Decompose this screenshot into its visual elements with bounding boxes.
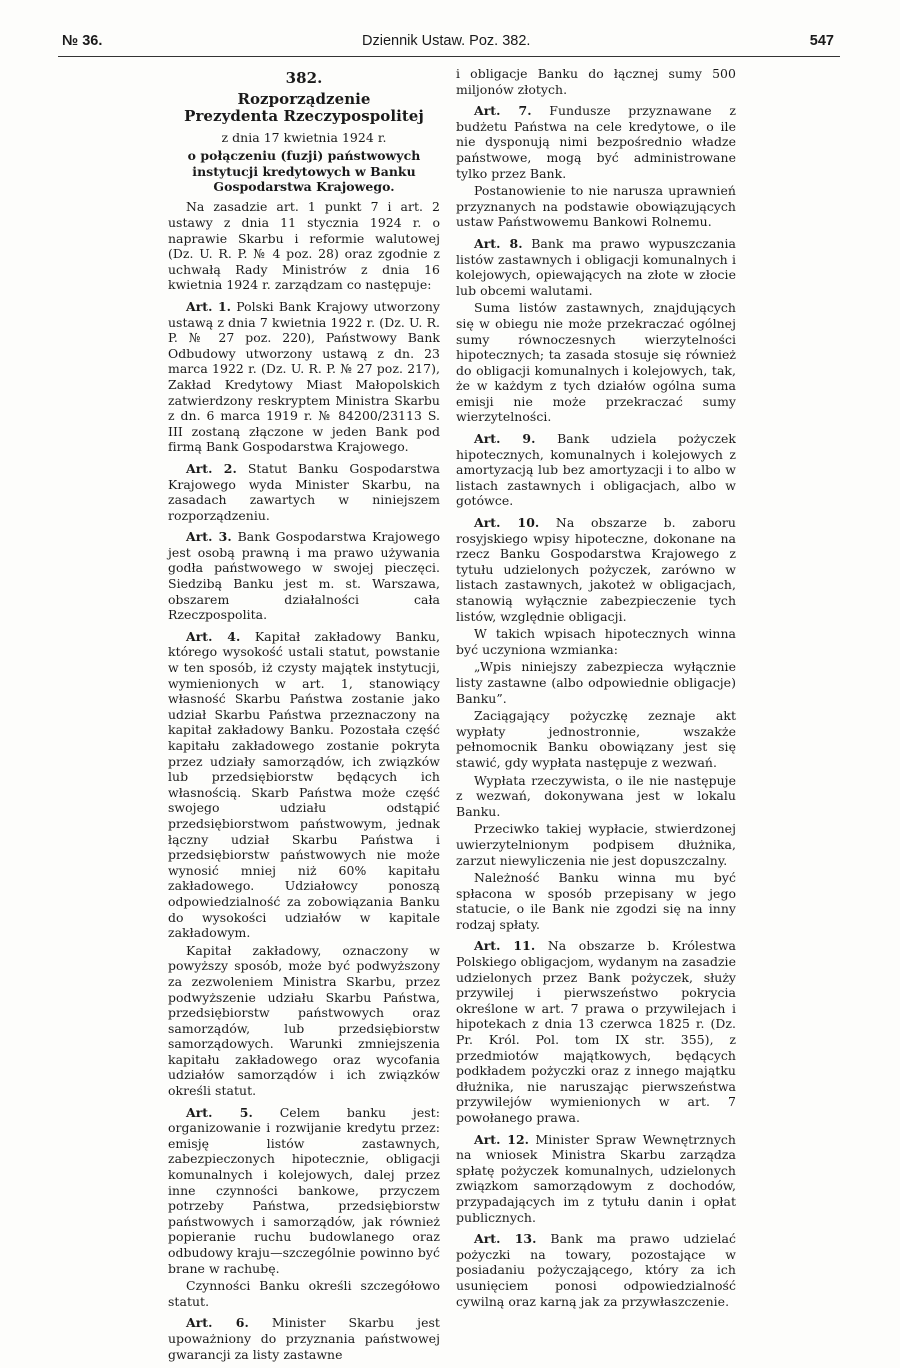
article-label: Art. 1.: [186, 298, 232, 314]
article-10-quote: „Wpis niniejszy zabezpiecza wyłącznie listy zastawne (albo odpowiednie obligacje) Banku”.: [456, 659, 736, 706]
article-5-para-2: Czynności Banku określi szczegółowo statut.: [168, 1278, 440, 1309]
article-text: Kapitał zakładowy Banku, którego wysokość ustali statut, powstanie w ten sposób, iż czysty majątek instytucji, wymienionych w art. 1, stanowiący własność Skarbu Państwa zostanie jako udział Skarbu Państwa przeznaczony na kapitał zakładowy Banku. Pozostała część kapitału zakładowego zostanie pokryta przez udziały samorządów, ich związków lub przedsiębiorstw będących ich własnością. Skarb Państwa może część swojego udziału odstąpić przedsiębiorstwom państwowym, jednak łączny udział Skarbu Państwa i przedsiębiorstw państwowych nie może wynosić mniej niż 60% kapitału zakładowego. Udziałowcy ponoszą odpowiedzialność za zobowiązania Banku do wysokości udziałów w kapitale zakładowym.: [168, 628, 440, 941]
act-date: z dnia 17 kwietnia 1924 r.: [221, 129, 387, 145]
article-text: Na obszarze b. zaboru rosyjskiego wpisy hipoteczne, dokonane na rzecz Banku Gospodarstwa Krajowego z tytułu udzielonych pożyczek, zarówno w listach zastawnych, jakoteż w obligacjach, stanowią wyłącznie zabezpieczenie tych listów, względnie obligacji.: [456, 515, 736, 624]
header-rule: [58, 56, 840, 57]
article-3: [168, 529, 440, 623]
article-10: [456, 515, 736, 624]
article-text: Minister Skarbu jest upoważniony do przyznania państwowej gwarancji za listy zastawne: [168, 1315, 440, 1362]
article-label: Art. 3.: [186, 529, 232, 545]
article-8-para-2: Suma listów zastawnych, znajdujących się w obiegu nie może przekraczać ogólnej sumy równoczesnych wierzytelności hipotecznych; ta zasada stosuje się również do obligacji komunalnych i kolejowych, tak, że w każdym z tych działów ogólna suma emisji nie może przekraczać sumy wierzytelności.: [456, 300, 736, 425]
article-text: Polski Bank Krajowy utworzony ustawą z dnia 7 kwietnia 1922 r. (Dz. U. R. P. № 27 poz. 220), Państwowy Bank Odbudowy utworzony ustawą z dn. 23 marca 1922 r. (Dz. U. R. P. № 27 poz. 217), Zakład Kredytowy Miast Małopolskich zatwierdzony reskryptem Ministra Skarbu z dn. 6 marca 1919 r. № 84200/23113 S. III zostaną złączone w jeden Bank pod firmą Bank Gospodarstwa Krajowego.: [168, 298, 440, 455]
article-6: [168, 1315, 440, 1362]
act-number: 382.: [285, 69, 323, 87]
article-11: [456, 938, 736, 1125]
article-label: Art. 5.: [186, 1104, 253, 1120]
article-7: [456, 103, 736, 181]
article-text: Na obszarze b. Królestwa Polskiego obligacjom, wydanym na zasadzie udzielonych przez Bank pożyczek, służy przywilej i pierwszeństwo pokrycia określone w art. 7 prawa o przywilejach i hipotekach z dnia 13 czerwca 1825 r. (Dz. Pr. Król. Pol. tom IX str. 355), z przedmiotów majątkowych, będących podkładem pożyczki oraz z innego majątku dłużnika, nie naruszając pierwszeństwa przywilejów wymienionych w art. 7 powołanego prawa.: [456, 938, 736, 1125]
article-10-para-3: Zaciągający pożyczkę zeznaje akt wypłaty jednostronnie, wszakże pełnomocnik Banku obowiązany jest się stawić, gdy wypłata następuje z wezwań.: [456, 708, 736, 770]
article-label: Art. 12.: [474, 1131, 530, 1147]
article-1: [168, 299, 440, 455]
article-label: Art. 6.: [186, 1315, 249, 1331]
left-column: [168, 66, 440, 1368]
act-title-line2: Prezydenta Rzeczypospolitej: [184, 107, 424, 126]
article-text: Bank ma prawo udzielać pożyczki na towary, pozostające w posiadaniu pożyczającego, który za ich usunięciem ponosi odpowiedzialność cywilną oraz karną jak za przywłaszczenie.: [456, 1231, 736, 1309]
running-header: [62, 30, 834, 56]
article-4-para-2: Kapitał zakładowy, oznaczony w powyższy sposób, może być podwyższony za zezwoleniem Ministra Skarbu, przez podwyższenie udziału Skarbu Państwa, przedsiębiorstw państwowych oraz samorządów, lub przedsiębiorstw samorządowych. Warunki zmniejszenia kapitału zakładowego oraz wycofania udziałów samorządów i ich związków określi statut.: [168, 942, 440, 1099]
article-10-para-2: W takich wpisach hipotecznych winna być uczyniona wzmianka:: [456, 626, 736, 657]
act-title-line1: Rozporządzenie: [237, 89, 371, 108]
article-label: Art. 7.: [474, 103, 532, 119]
article-10-para-6: Należność Banku winna mu być spłacona w sposób przepisany w jego statucie, o ile Bank nie zgodzi się na inny rodzaj spłaty.: [456, 870, 736, 932]
article-7-para-2: Postanowienie to nie narusza uprawnień przyznanych na podstawie obowiązujących ustaw Państwowemu Bankowi Rolnemu.: [456, 183, 736, 230]
article-label: Art. 2.: [186, 460, 237, 476]
article-12: [456, 1132, 736, 1226]
page-number: 547: [809, 33, 834, 49]
article-10-para-5: Przeciwko takiej wypłacie, stwierdzonej uwierzytelnionym podpisem dłużnika, zarzut niewyliczenia nie jest dopuszczalny.: [456, 821, 736, 868]
right-column: [456, 66, 736, 1315]
issue-number: № 36.: [62, 33, 103, 49]
article-text: Celem banku jest: organizowanie i rozwijanie kredytu przez: emisję listów zastawnych, zabezpieczonych hipotecznie, obligacji komunalnych i kolejowych, dalej przez inne czynności bankowe, przyczem potrzeby Państwa, przedsiębiorstw państwowych i samorządów, jak również popieranie ruchu budowlanego oraz odbudowy kraju—szczególnie powinno być brane w rachubę.: [168, 1104, 440, 1276]
act-subject: o połączeniu (fuzji) państwowych instytucji kredytowych w Banku Gospodarstwa Krajowego.: [187, 148, 421, 194]
act-title: [168, 91, 440, 126]
article-4: [168, 629, 440, 941]
article-label: Art. 11.: [474, 938, 536, 954]
article-text: Bank ma prawo wypuszczania listów zastawnych i obligacji komunalnych i kolejowych, opiewających na złote w złocie lub obcemi walutami.: [456, 235, 736, 298]
preamble: Na zasadzie art. 1 punkt 7 i art. 2 ustawy z dnia 11 stycznia 1924 r. o naprawie Skarbu i reformie walutowej (Dz. U. R. P. № 4 poz. 28) oraz zgodnie z uchwałą Rady Ministrów z dnia 16 kwietnia 1924 r. zarządzam co następuje:: [168, 199, 440, 293]
article-text: Statut Banku Gospodarstwa Krajowego wyda Minister Skarbu, na zasadach zawartych w niniejszem rozporządzeniu.: [168, 460, 440, 523]
article-text: Fundusze przyznawane z budżetu Państwa na cele kredytowe, o ile nie dysponują nimi bezpośrednio władze państwowe, mogą być administrowane tylko przez Bank.: [456, 103, 736, 181]
article-label: Art. 9.: [474, 431, 536, 447]
article-8: [456, 236, 736, 298]
article-2: [168, 461, 440, 523]
article-label: Art. 13.: [474, 1231, 537, 1247]
article-label: Art. 8.: [474, 235, 523, 251]
article-9: [456, 431, 736, 509]
article-text: Minister Spraw Wewnętrznych na wniosek Ministra Skarbu zarządza spłatę pożyczek komunalnych, udzielonych związkom samorządowym z dochodów, przypadających im z tytułu danin i opłat publicznych.: [456, 1131, 736, 1225]
article-label: Art. 4.: [186, 628, 241, 644]
article-label: Art. 10.: [474, 515, 540, 531]
article-6-continued: i obligacje Banku do łącznej sumy 500 miljonów złotych.: [456, 66, 736, 97]
article-5: [168, 1105, 440, 1277]
journal-reference: Dziennik Ustaw. Poz. 382.: [362, 33, 531, 49]
article-text: Bank Gospodarstwa Krajowego jest osobą prawną i ma prawo używania godła państwowego w swojej pieczęci. Siedzibą Banku jest m. st. Warszawa, obszarem działalności cała Rzeczpospolita.: [168, 529, 440, 623]
article-13: [456, 1231, 736, 1309]
article-10-para-4: Wypłata rzeczywista, o ile nie następuje z wezwań, dokonywana jest w lokalu Banku.: [456, 772, 736, 819]
article-text: Bank udziela pożyczek hipotecznych, komunalnych i kolejowych z amortyzacją lub bez amortyzacji i to albo w listach zastawnych i obligacjach, albo w gotówce.: [456, 431, 736, 509]
